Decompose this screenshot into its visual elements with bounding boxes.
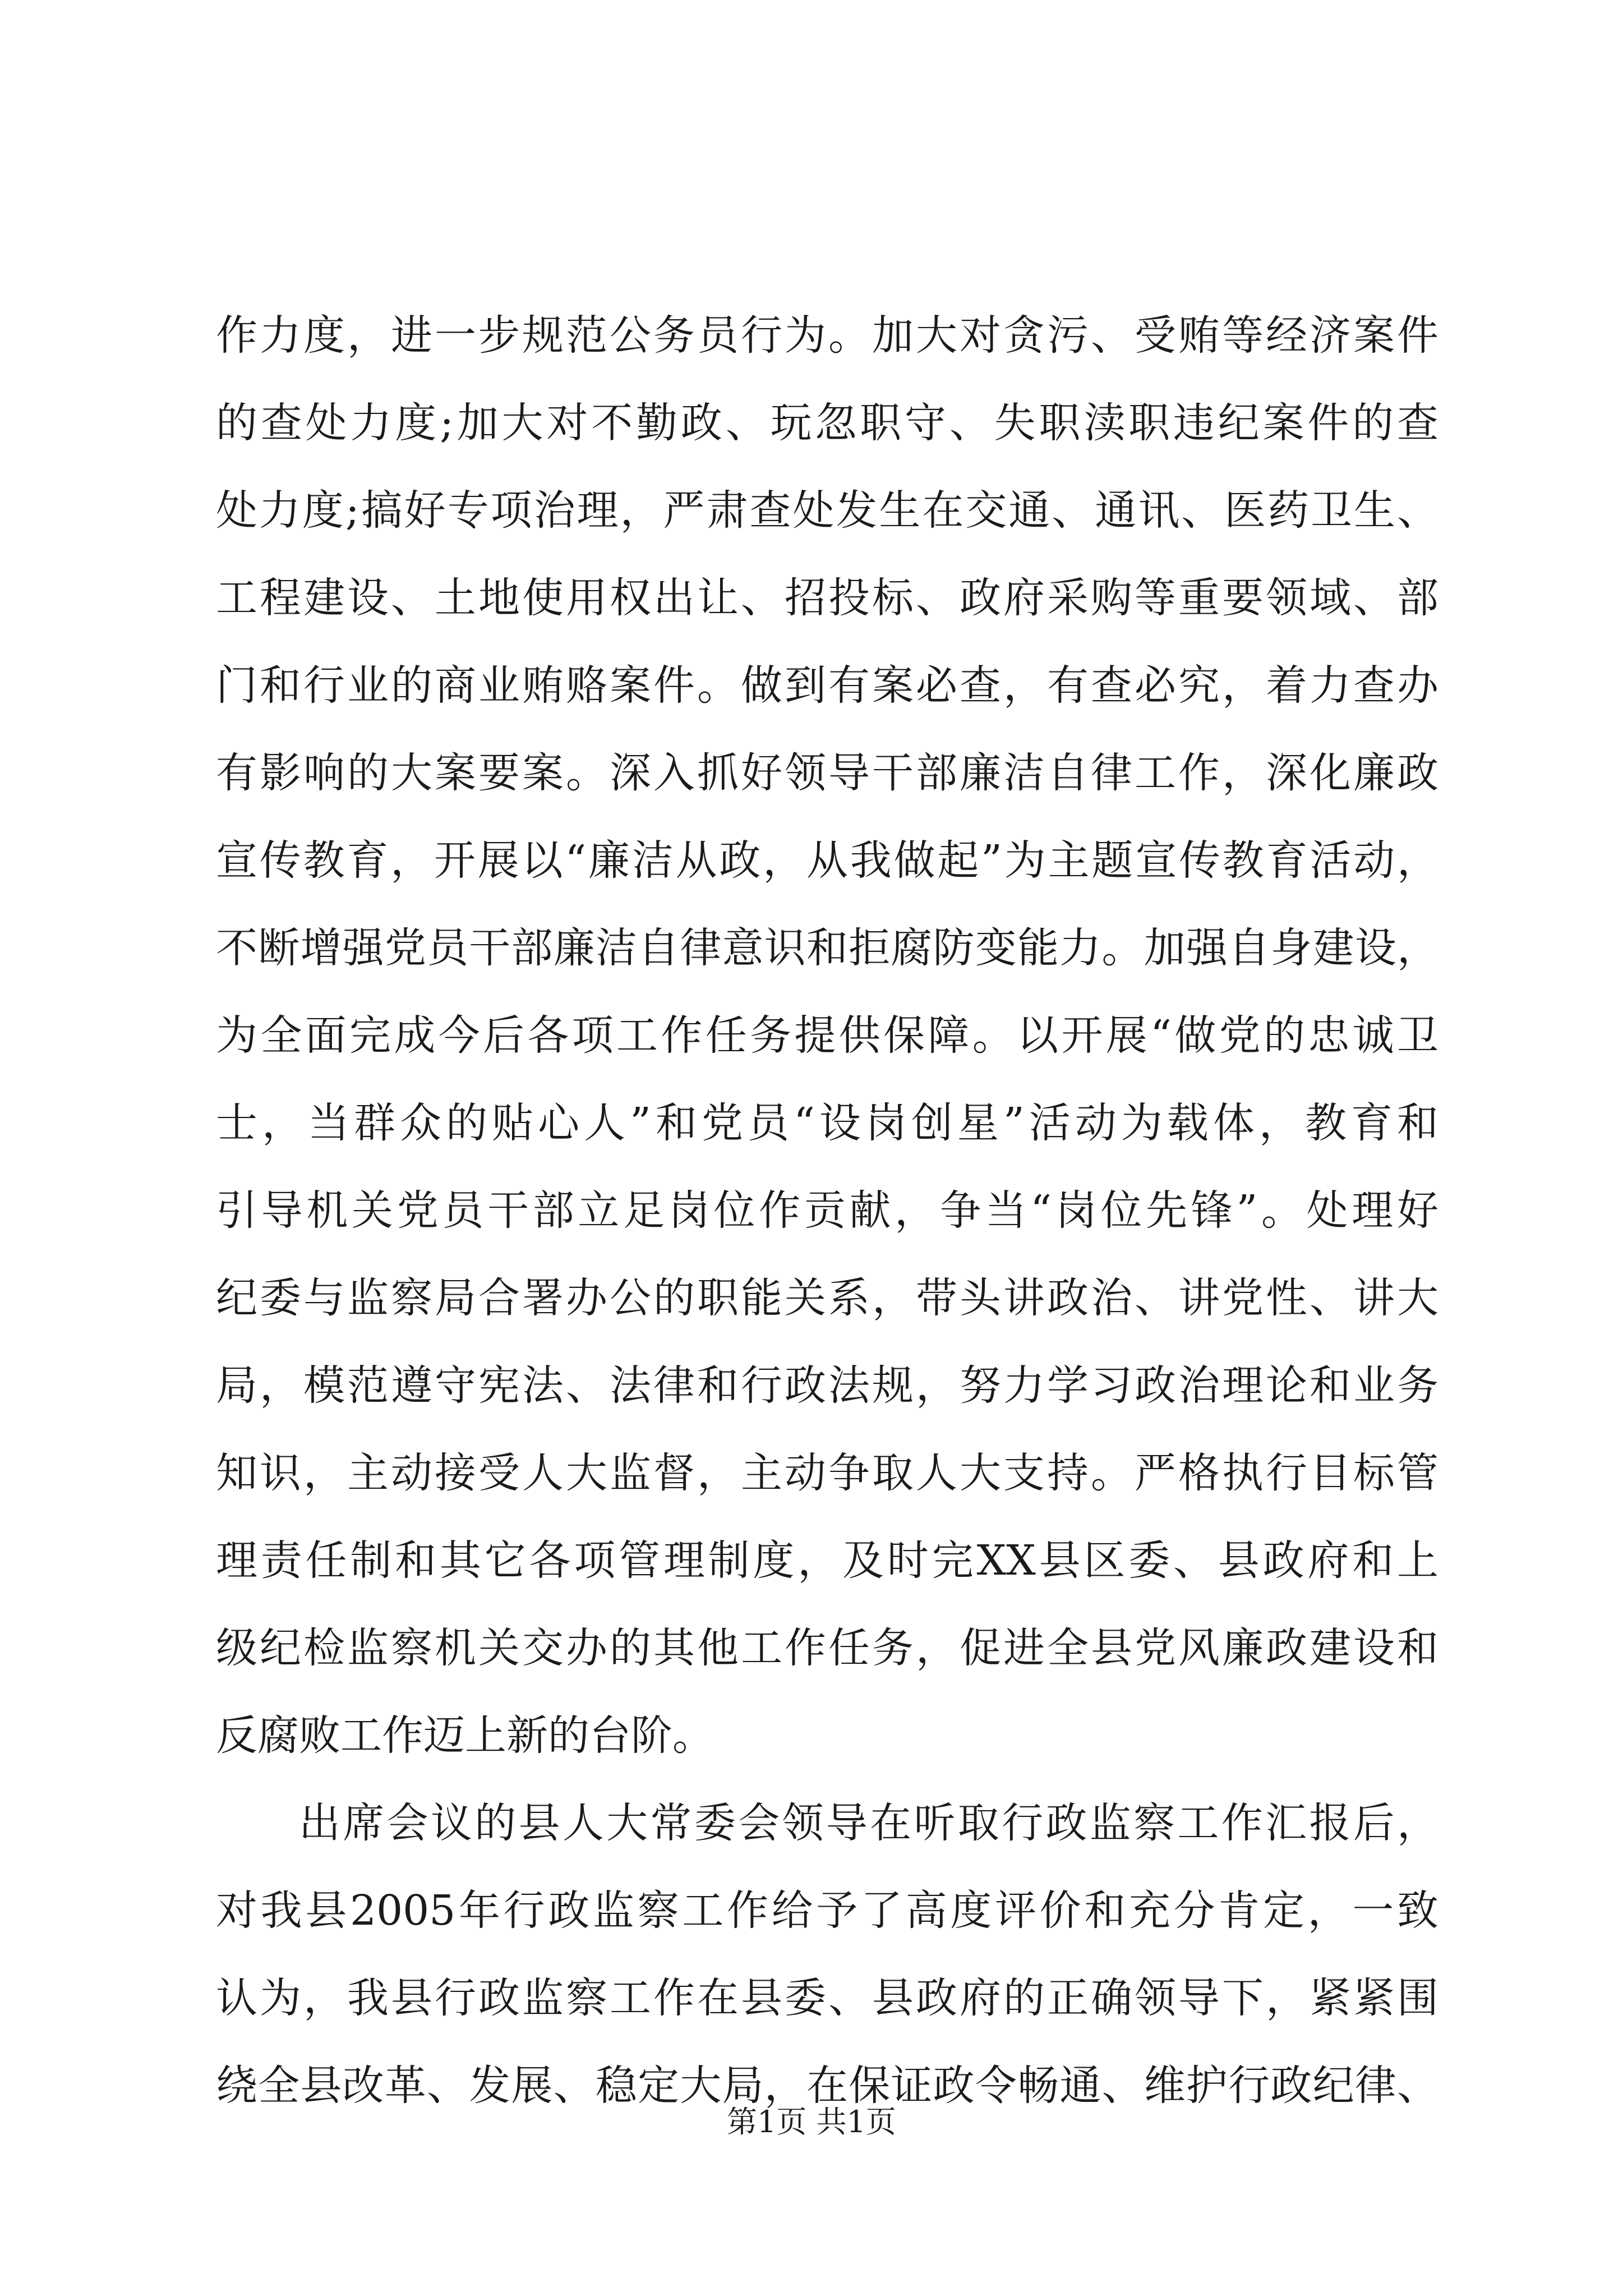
text-line: 级纪检监察机关交办的其他工作任务，促进全县党风廉政建设和 <box>216 1624 1438 1672</box>
text-line: 不断增强党员干部廉洁自律意识和拒腐防变能力。加强自身建设， <box>216 924 1438 972</box>
text-line: 理责任制和其它各项管理制度，及时完XX县区委、县政府和上 <box>216 1536 1438 1585</box>
page-footer: 第1页 共1页 <box>727 2104 896 2139</box>
text-line: 为全面完成今后各项工作任务提供保障。以开展“做党的忠诚卫 <box>216 1011 1438 1060</box>
text-line: 有影响的大案要案。深入抓好领导干部廉洁自律工作，深化廉政 <box>216 749 1438 797</box>
text-line: 的查处力度;加大对不勤政、玩忽职守、失职渎职违纪案件的查 <box>216 399 1438 447</box>
text-line: 纪委与监察局合署办公的职能关系，带头讲政治、讲党性、讲大 <box>216 1274 1438 1322</box>
text-line: 对我县2005年行政监察工作给予了高度评价和充分肯定，一致 <box>216 1887 1438 1935</box>
text-line: 处力度;搞好专项治理，严肃查处发生在交通、通讯、医药卫生、 <box>216 486 1438 535</box>
text-line: 门和行业的商业贿赂案件。做到有案必查，有查必究，着力查办 <box>216 661 1438 710</box>
document-body <box>216 292 1438 2129</box>
text-line: 认为，我县行政监察工作在县委、县政府的正确领导下，紧紧围 <box>216 1974 1438 2022</box>
text-line: 宣传教育，开展以“廉洁从政，从我做起”为主题宣传教育活动， <box>216 836 1438 885</box>
text-line: 引导机关党员干部立足岗位作贡献，争当“岗位先锋”。处理好 <box>216 1186 1438 1235</box>
text-line: 知识，主动接受人大监督，主动争取人大支持。严格执行目标管 <box>216 1449 1438 1497</box>
text-line: 绕全县改革、发展、稳定大局，在保证政令畅通、维护行政纪律、 <box>216 2062 1438 2110</box>
text-line: 反腐败工作迈上新的台阶。 <box>216 1711 714 1760</box>
text-line: 作力度，进一步规范公务员行为。加大对贪污、受贿等经济案件 <box>216 311 1438 360</box>
text-line: 工程建设、土地使用权出让、招投标、政府采购等重要领域、部 <box>216 574 1438 622</box>
text-line-indented: 出席会议的县人大常委会领导在听取行政监察工作汇报后， <box>299 1799 1438 1847</box>
text-line: 局，模范遵守宪法、法律和行政法规，努力学习政治理论和业务 <box>216 1361 1438 1410</box>
text-line: 士，当群众的贴心人”和党员“设岗创星”活动为载体，教育和 <box>216 1099 1438 1147</box>
